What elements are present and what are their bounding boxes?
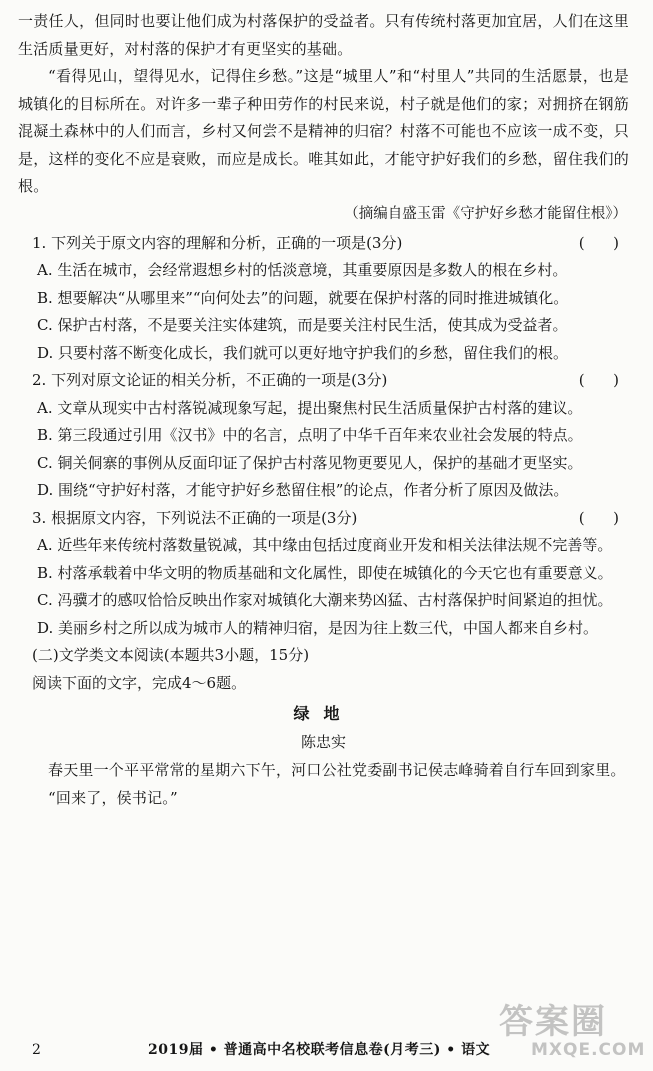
question-1-answer-bracket: ( )	[578, 233, 619, 252]
passage-paragraph-1: 一责任人，但同时也要让他们成为村落保护的受益者。只有传统村落更加宜居，人们在这里生活质量更好，对村落的保护才有更坚实的基础。	[18, 12, 629, 58]
question-3-option-c: C. 冯骥才的感叹恰恰反映出作家对城镇化大潮来势凶猛、古村落保护时间紧迫的担忧。	[37, 591, 613, 609]
watermark-main-text: 答案圈	[499, 1002, 607, 1042]
question-2-stem-row	[18, 367, 629, 395]
story-paragraph-2: “回来了，侯书记。”	[48, 788, 178, 807]
question-1	[18, 230, 629, 368]
question-2-stem: 2. 下列对原文论证的相关分析，不正确的一项是(3分)	[32, 371, 388, 389]
question-2-option-c: C. 铜关侗寨的事例从反面印证了保护古村落见物更要见人，保护的基础才更坚实。	[37, 453, 583, 472]
question-2-option-b: B. 第三段通过引用《汉书》中的名言，点明了中华千百年来农业社会发展的特点。	[37, 426, 583, 444]
question-1-option-d: D. 只要村落不断变化成长，我们就可以更好地守护我们的乡愁，留住我们的根。	[37, 343, 569, 362]
question-2-option-a: A. 文章从现实中古村落锐减现象写起，提出聚焦村民生活质量保护古村落的建议。	[37, 398, 583, 417]
question-3-stem-row	[18, 505, 629, 533]
watermark-logo	[499, 994, 649, 1066]
question-1-stem: 1. 下列关于原文内容的理解和分析，正确的一项是(3分)	[32, 233, 403, 252]
story-title: 绿地	[293, 704, 354, 723]
question-2-answer-bracket: ( )	[578, 371, 619, 389]
story-paragraph-1: 春天里一个平平常常的星期六下午，河口公社党委副书记侯志峰骑着自行车回到家里。	[48, 761, 626, 779]
page-number: 2	[32, 1042, 41, 1058]
watermark-site-text: MXQE.COM	[531, 1040, 646, 1060]
question-1-stem-row	[18, 230, 629, 258]
question-3	[18, 505, 629, 643]
question-1-option-a: A. 生活在城市，会经常遐想乡村的恬淡意境，其重要原因是多数人的根在乡村。	[37, 261, 568, 279]
question-3-option-d: D. 美丽乡村之所以成为城市人的精神归宿，是因为往上数三代，中国人都来自乡村。	[37, 618, 599, 637]
question-3-option-b: B. 村落承载着中华文明的物质基础和文化属性，即使在城镇化的今天它也有重要意义。	[37, 563, 613, 582]
question-2	[18, 367, 629, 505]
question-3-answer-bracket: ( )	[578, 508, 619, 527]
section-2-instruction: 阅读下面的文字，完成4～6题。	[32, 673, 247, 692]
story-author: 陈忠实	[300, 733, 346, 751]
section-2-heading: (二)文学类文本阅读(本题共3小题，15分)	[32, 646, 310, 664]
passage-source: （摘编自盛玉雷《守护好乡愁才能留住根》）	[344, 205, 627, 222]
question-1-option-b: B. 想要解决“从哪里来”“向何处去”的问题，就要在保护村落的同时推进城镇化。	[37, 288, 569, 307]
question-3-option-a: A. 近些年来传统村落数量锐减，其中缘由包括过度商业开发和相关法律法规不完善等。	[37, 536, 613, 554]
footer-title: 2019届 • 普通高中名校联考信息卷(月考三) • 语文	[148, 1042, 491, 1058]
question-2-option-d: D. 围绕“守护好村落，才能守护好乡愁留住根”的论点，作者分析了原因及做法。	[37, 481, 569, 499]
question-1-option-c: C. 保护古村落，不是要关注实体建筑，而是要关注村民生活，使其成为受益者。	[37, 316, 568, 334]
passage-paragraph-2: “看得见山，望得见水，记得住乡愁。”这是“城里人”和“村里人”共同的生活愿景，也是城镇化的目标所在。对许多一辈子种田劳作的村民来说，村子就是他们的家；对拥挤在钢筋混凝土森林中的人们而言，乡村又何尝不是精神的归宿？村落不可能也不应该一成不变，只是，这样的变化不应是衰败，而应是成长。唯其如此，才能守护好我们的乡愁，留住我们的根。	[18, 67, 629, 195]
question-3-stem: 3. 根据原文内容，下列说法不正确的一项是(3分)	[32, 508, 358, 527]
